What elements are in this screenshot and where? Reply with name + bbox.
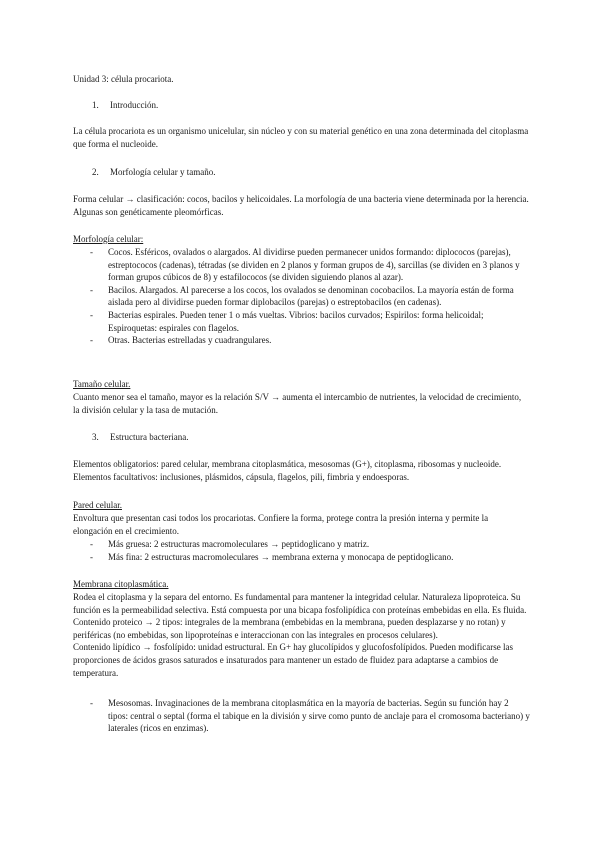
section-title: Introducción. [110,100,159,110]
section-number: 2. [92,167,99,177]
membrana-paragraph: Contenido lipídico → fosfolípido: unidad estructural. En G+ hay glucolípidos y glucofosfolípidos. Pueden modificarse las proporciones de ácidos grasos saturados e insaturados para mantener un estado de fluidez para adaptarse a cambios de temperatura. [73,642,514,678]
list-item: - Más fina: 2 estructuras macromoleculares → membrana externa y monocapa de peptidoglicano. [90,551,454,562]
section-heading-estructura [92,431,188,444]
morfologia-list [90,246,530,347]
membrana-list [90,697,530,735]
intro-paragraph: La célula procariota es un organismo unicelular, sin núcleo y con su material genético en una zona determinada del citoplasma que forma el nucleoide. [73,126,529,149]
list-item: - Más gruesa: 2 estructuras macromoleculares → peptidoglicano y matriz. [90,539,370,549]
pared-paragraph: Envoltura que presentan casi todos los procariotas. Confiere la forma, protege contra la presión interna y permite la elongación en el crecimiento. [73,513,489,536]
section-heading-introduccion [92,99,158,112]
list-item: - Mesosomas. Invaginaciones de la membrana citoplasmática en la mayoría de bacterias. Según su función hay 2 tipos: central o septal (forma el tabique en la división y sirve como punto de anclaje para el cromosoma bacteriano) y laterales (ricos en enzimas). [90,698,530,734]
membrana-paragraphs [73,591,529,679]
membrana-paragraph: Rodea el citoplasma y la separa del entorno. Es fundamental para mantener la integridad celular. Naturaleza lipoproteica. Su función es la permeabilidad selectiva. Está compuesta por una bicapa fosfolipídica con proteínas embebidas en ella. Es fluida. [73,592,527,615]
list-item: - Cocos. Esféricos, ovalados o alargados. Al dividirse pueden permanecer unidos formando: diplococos (parejas), estreptococos (cadenas), tétradas (se dividen en 2 planos y forman grupos de 4), sarcillas (se dividen en 3 planos y forman grupos cúbicos de 8) y estafilococos (se dividen siguiendo planos al azar). [90,247,520,283]
elementos-paragraph: Elementos obligatorios: pared celular, membrana citoplasmática, mesosomas (G+), citoplasma, ribosomas y nucleoide. Elementos facultativos: inclusiones, plásmidos, cápsula, flagelos, pili, fimbria y endoesporas. [73,459,502,482]
morfologia-heading: Morfología celular: [73,234,144,244]
section-heading-morfologia [92,166,215,179]
tamano-heading: Tamaño celular. [73,379,131,389]
membrana-heading: Membrana citoplasmática. [73,579,169,589]
tamano-paragraph: Cuanto menor sea el tamaño, mayor es la relación S/V → aumenta el intercambio de nutrientes, la velocidad de crecimiento, la división celular y la tasa de mutación. [73,392,522,415]
list-item: - Bacilos. Alargados. Al parecerse a los cocos, los ovalados se denominan cocobacilos. La mayoría están de forma aislada pero al dividirse pueden formar diplobacilos (parejas) o estreptobacilos (en cadenas). [90,284,514,308]
pared-list [90,538,530,563]
forma-paragraph: Forma celular → clasificación: cocos, bacilos y helicoidales. La morfología de una bacteria viene determinada por la herencia. Algunas son genéticamente pleomórficas. [73,194,529,217]
section-number: 3. [92,432,99,442]
page-title: Unidad 3: célula procariota. [73,74,174,84]
section-number: 1. [92,100,99,110]
pared-heading: Pared celular. [73,500,122,510]
list-item: - Bacterias espirales. Pueden tener 1 o más vueltas. Vibrios: bacilos curvados; Espirilos: forma helicoidal; Espiroquetas: espirales con flagelos. [90,309,484,333]
membrana-paragraph: Contenido proteico → 2 tipos: integrales de la membrana (embebidas en la membrana, pueden desplazarse y no rotan) y periféricas (no embebidas, son lipoproteínas e interaccionan con las integrales en procesos celulares). [73,617,506,640]
list-item: - Otras. Bacterias estrelladas y cuadrangulares. [90,335,272,346]
section-title: Morfología celular y tamaño. [110,167,216,177]
section-title: Estructura bacteriana. [110,432,189,442]
